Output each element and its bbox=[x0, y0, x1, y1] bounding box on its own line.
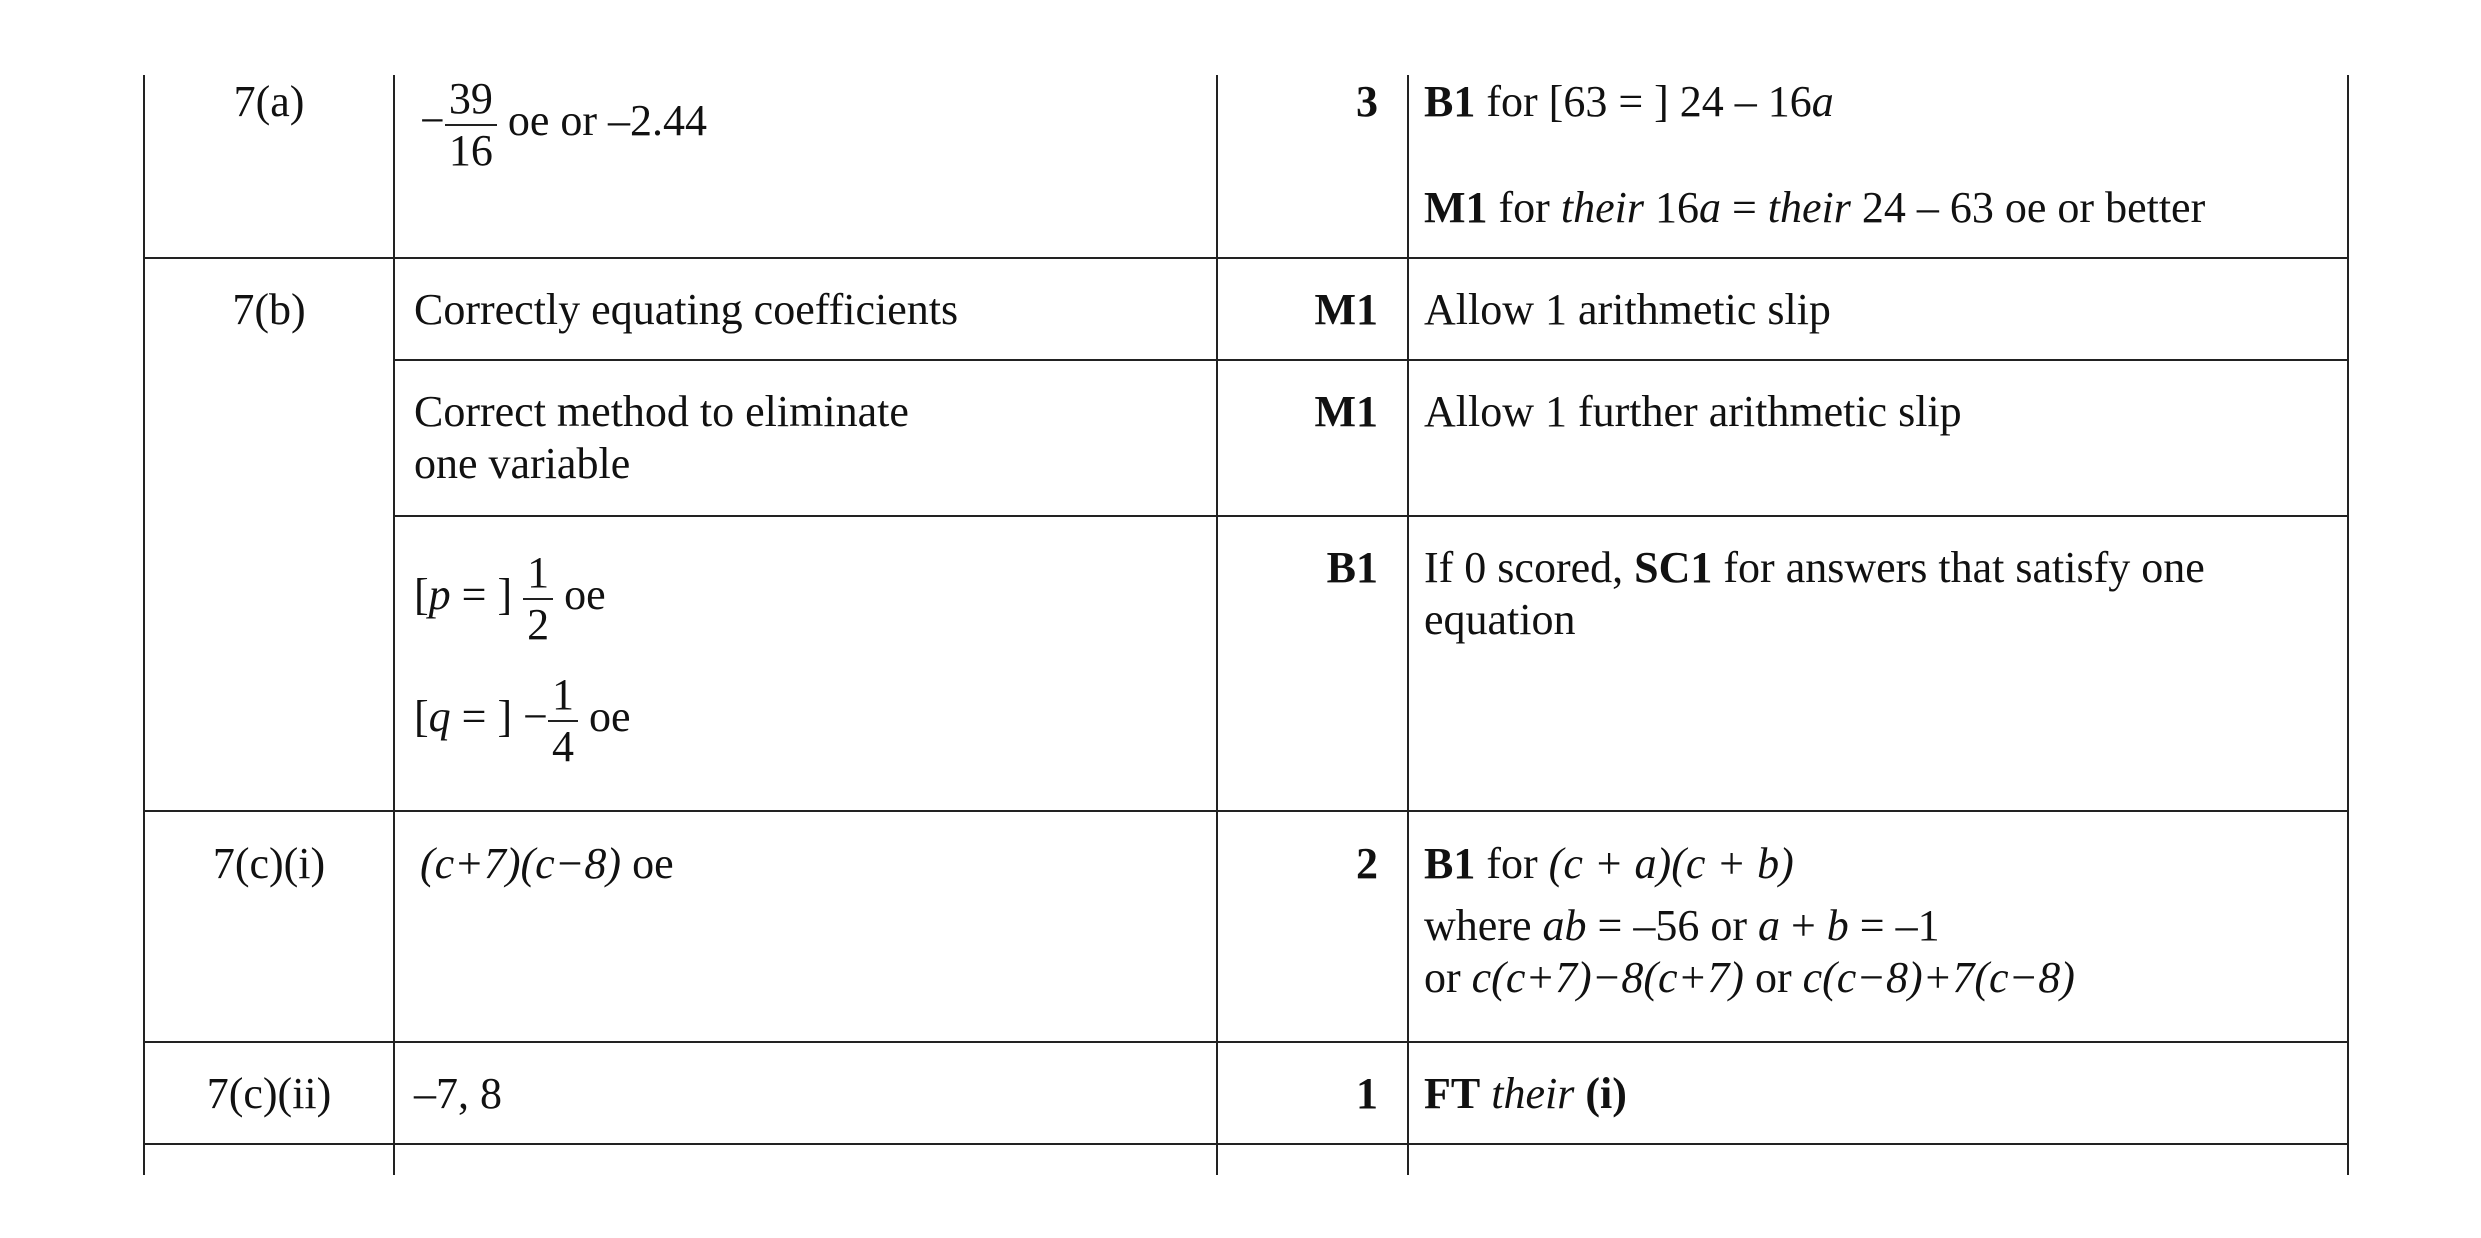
guidance-line: or c(c+7)−8(c+7) or c(c−8)+7(c−8) bbox=[1424, 953, 2075, 1002]
row-divider bbox=[143, 1041, 2349, 1043]
question-number: 7(a) bbox=[233, 77, 305, 126]
math-expression: c(c+7)−8(c+7) bbox=[1471, 953, 1744, 1002]
row-divider bbox=[143, 810, 2349, 812]
minus-sign: − bbox=[420, 96, 445, 146]
mark-cell: M1 bbox=[1314, 285, 1378, 334]
answer-cell: (c+7)(c−8) oe bbox=[420, 839, 674, 888]
column-divider-1 bbox=[393, 75, 395, 1175]
guidance-line: B1 for [63 = ] 24 – 16a bbox=[1424, 77, 1834, 126]
guidance-line: FT their (i) bbox=[1424, 1069, 1627, 1118]
guidance-line: equation bbox=[1424, 595, 1576, 644]
answer-cell bbox=[420, 74, 707, 176]
fraction-numerator: 1 bbox=[523, 548, 553, 600]
column-divider-2 bbox=[1216, 75, 1218, 1175]
fraction-numerator: 1 bbox=[548, 670, 578, 722]
answer-q-value: [q = ] − $\frac{1}{4}$ oe bbox=[414, 670, 631, 771]
fraction-denominator: 2 bbox=[527, 600, 550, 649]
guidance-line: B1 for (c + a)(c + b) bbox=[1424, 839, 1794, 888]
answer-cell: –7, 8 bbox=[414, 1069, 502, 1118]
row-divider bbox=[143, 257, 2349, 259]
guidance-line: Allow 1 arithmetic slip bbox=[1424, 285, 1831, 334]
answer-suffix: oe or –2.44 bbox=[496, 96, 708, 146]
answer-cell: Correct method to eliminate bbox=[414, 387, 909, 436]
row-divider bbox=[393, 359, 2349, 361]
fraction-denominator: 4 bbox=[551, 722, 574, 771]
guidance-line: If 0 scored, SC1 for answers that satisfy one bbox=[1424, 543, 2205, 592]
math-expression: c(c−8)+7(c−8) bbox=[1802, 953, 2075, 1002]
fraction-numerator: 39 bbox=[445, 74, 497, 126]
answer-cell: Correctly equating coefficients bbox=[414, 285, 959, 334]
question-number: 7(b) bbox=[232, 285, 306, 334]
row-divider bbox=[143, 1143, 2349, 1145]
guidance-line: M1 for their 16a = their 24 – 63 oe or better bbox=[1424, 183, 2206, 232]
mark-cell: 3 bbox=[1356, 77, 1378, 126]
mark-cell: 2 bbox=[1356, 839, 1378, 888]
guidance-line: Allow 1 further arithmetic slip bbox=[1424, 387, 1962, 436]
math-expression: (c+7)(c−8) bbox=[420, 839, 622, 888]
answer-cell: one variable bbox=[414, 439, 631, 488]
fraction bbox=[548, 670, 578, 772]
fraction bbox=[523, 548, 553, 650]
fraction bbox=[445, 74, 497, 176]
mark-cell: M1 bbox=[1314, 387, 1378, 436]
question-number: 7(c)(ii) bbox=[206, 1069, 332, 1118]
answer-p-value: [p = ] $\frac{1}{2}$ oe bbox=[414, 548, 606, 649]
fraction-denominator: 16 bbox=[448, 126, 493, 175]
math-expression: (c + a)(c + b) bbox=[1548, 839, 1794, 888]
mark-cell: B1 bbox=[1326, 543, 1378, 592]
question-number: 7(c)(i) bbox=[212, 839, 326, 888]
mark-cell: 1 bbox=[1356, 1069, 1378, 1118]
table-border-left bbox=[143, 75, 145, 1175]
row-divider bbox=[393, 515, 2349, 517]
guidance-line: where ab = –56 or a + b = –1 bbox=[1424, 901, 1940, 950]
column-divider-3 bbox=[1407, 75, 1409, 1175]
table-border-right bbox=[2347, 75, 2349, 1175]
